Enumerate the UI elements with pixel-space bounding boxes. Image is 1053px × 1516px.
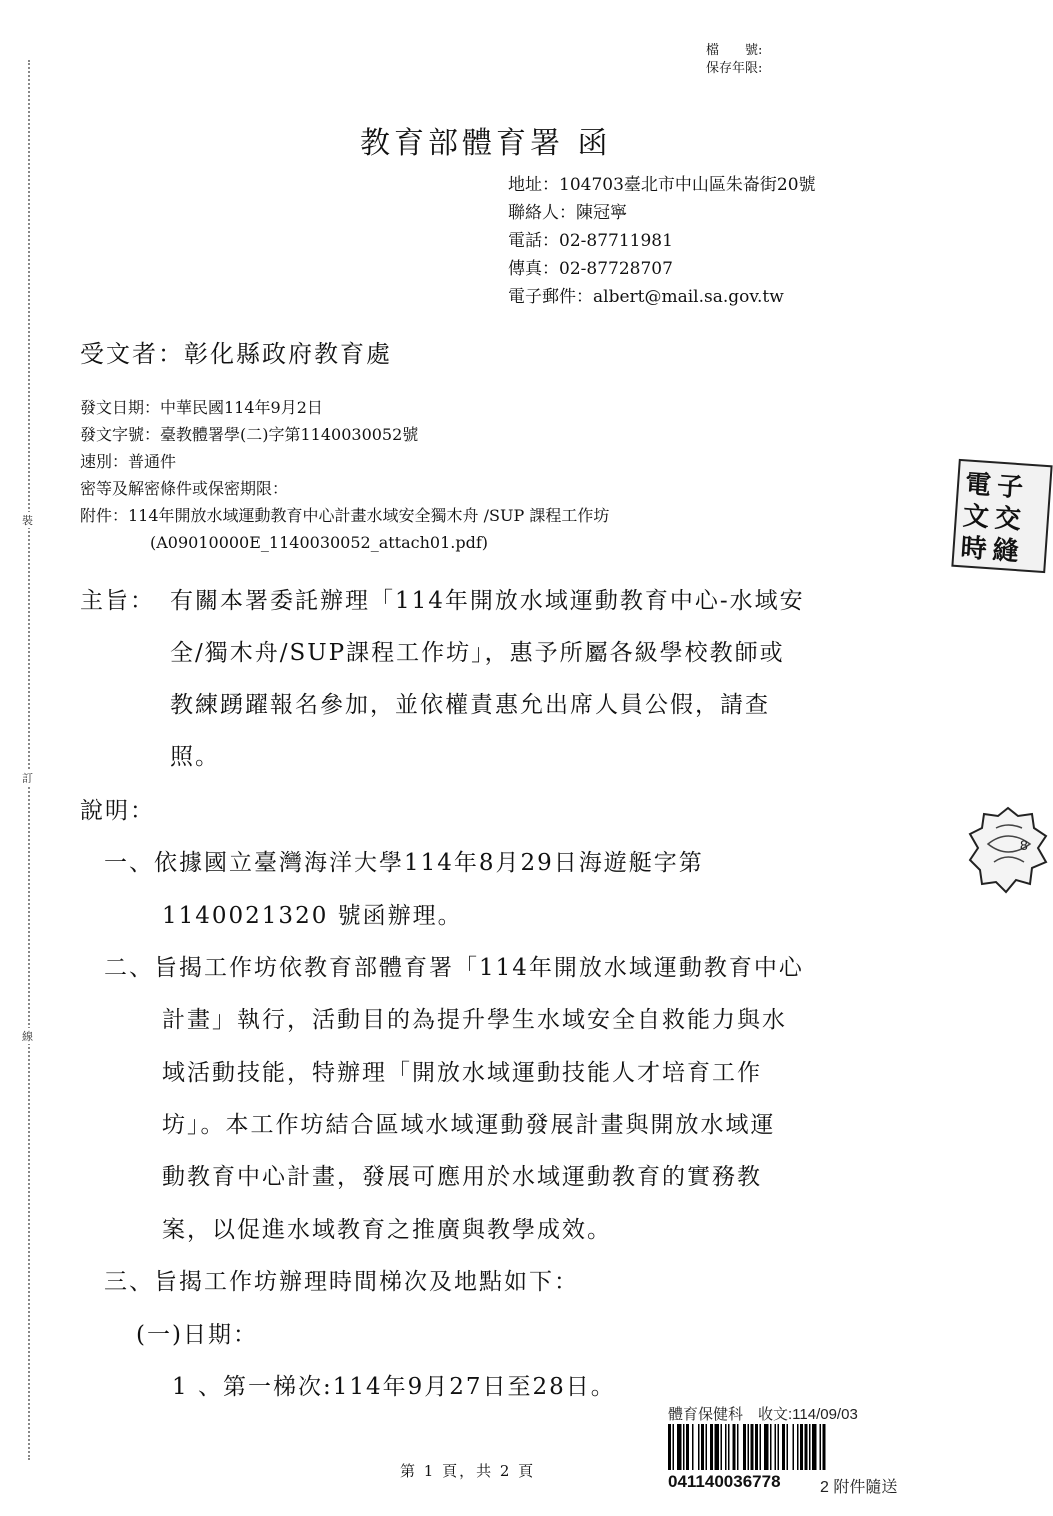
file-info [706,42,762,78]
barcode-bar [793,1424,795,1470]
page-number: 第 1 頁，共 2 頁 [400,1462,536,1480]
barcode-bar [710,1424,713,1470]
seal-mark: 8 [1020,837,1028,853]
sub1-date-label: (一)日期： [136,1322,258,1348]
retention-period: 保存年限: [706,61,763,76]
subject-line-2: 全/獨木舟/SUP課程工作坊」，惠予所屬各級學校教師或 [170,640,785,666]
barcode-bar [721,1424,723,1470]
barcode-bar [778,1424,780,1470]
item1-line-1: 一、依據國立臺灣海洋大學114年8月29日海遊艇字第 [104,850,704,876]
barcode-bar [692,1424,694,1470]
barcode-bar [812,1424,817,1470]
document-meta [80,394,609,556]
attachment-note: 2 附件隨送 [820,1479,898,1496]
secrecy-level: 密等及解密條件或保密期限： [80,479,289,498]
barcode-bar [787,1424,789,1470]
barcode-bar [782,1424,785,1470]
barcode-bar [701,1424,704,1470]
stamp-char: 電 [964,469,993,502]
barcode-bar [733,1424,736,1470]
attachment-file: (A09010000E_1140030052_attach01.pdf) [150,533,489,552]
stamp-char: 時 [959,533,988,565]
barcode-bar [809,1424,811,1470]
barcode-bar [755,1424,758,1470]
subject-label: 主旨： [80,588,155,614]
barcode-bar [698,1424,700,1470]
speed-class: 速別：普通件 [80,452,177,471]
document-title: 教育部體育署 函 [360,126,612,161]
document-number: 發文字號：臺教體署學(二)字第1140030052號 [80,425,419,444]
barcode-bar [800,1424,803,1470]
stamp-char: 子 [995,471,1025,504]
barcode-bar [760,1424,762,1470]
barcode-bar [770,1424,772,1470]
issue-date: 發文日期：中華民國114年9月2日 [80,398,323,417]
subject-line-3: 教練踴躍報名參加，並依權責惠允出席人員公假，請查 [170,692,770,718]
binding-char-xian: 線 [22,1030,33,1043]
barcode-bar [668,1424,671,1470]
barcode-bar [805,1424,808,1470]
item2-line-6: 案，以促進水域教育之推廣與教學成效。 [162,1217,612,1243]
contact-person: 聯絡人：陳冠寧 [508,203,627,223]
barcode-bar [728,1424,730,1470]
stamp-char: 縫 [991,535,1020,568]
subject-line-1: 有關本署委託辦理「114年開放水域運動教育中心-水域安 [170,588,805,614]
file-number: 檔 號: [706,43,763,58]
attachment: 附件：114年開放水域運動教育中心計畫水域安全獨木舟 /SUP 課程工作坊 [80,506,610,525]
receipt-stamp: 體育保健科 收文:114/09/03 [668,1406,858,1423]
recipient: 受文者：彰化縣政府教育處 [80,340,392,368]
email: 電子郵件：albert@mail.sa.gov.tw [508,287,784,307]
item1-line-2: 1140021320 號函辦理。 [162,903,463,929]
binding-margin-line [28,60,30,1460]
barcode-bar [748,1424,750,1470]
barcode-bar [706,1424,708,1470]
barcode-bar [715,1424,720,1470]
sub1-item-1: 1 、第一梯次:114年9月27日至28日。 [172,1374,616,1400]
stamp-char: 交 [993,503,1022,536]
item2-line-2: 計畫」執行，活動目的為提升學生水域安全自救能力與水 [162,1007,787,1033]
barcode-bar [820,1424,822,1470]
barcode [668,1424,912,1470]
barcode-bar [743,1424,746,1470]
binding-char-zhuang: 裝 [22,514,33,527]
phone: 電話：02-87711981 [508,231,673,251]
subject-line-4: 照。 [170,744,220,770]
item3-line: 三、旨揭工作坊辦理時間梯次及地點如下： [104,1269,579,1295]
fax: 傳真：02-87728707 [508,259,673,279]
item2-line-5: 動教育中心計畫，發展可應用於水域運動教育的實務教 [162,1164,762,1190]
barcode-bar [764,1424,769,1470]
item2-line-4: 坊」。本工作坊結合區域水域運動發展計畫與開放水域運 [162,1112,776,1138]
item2-line-3: 域活動技能，特辦理「開放水域運動技能人才培育工作 [162,1060,762,1086]
stamp-char: 文 [961,501,990,534]
electronic-exchange-stamp [951,459,1052,573]
item2-line-1: 二、旨揭工作坊依教育部體育署「114年開放水域運動教育中心 [104,955,804,981]
binding-char-ding: 訂 [22,772,33,785]
barcode-bar [823,1424,826,1470]
barcode-bar [677,1424,682,1470]
barcode-bar [725,1424,727,1470]
barcode-bar [683,1424,685,1470]
barcode-bar [797,1424,799,1470]
seal-stamp-icon [968,804,1048,894]
barcode-number: 041140036778 [668,1472,781,1491]
barcode-bar [751,1424,754,1470]
barcode-bar [775,1424,777,1470]
contact-block [508,171,816,311]
explanation-label: 說明： [80,798,155,824]
barcode-bar [673,1424,675,1470]
barcode-bar [686,1424,689,1470]
barcode-bar [737,1424,739,1470]
address: 地址：104703臺北市中山區朱崙街20號 [508,175,816,195]
